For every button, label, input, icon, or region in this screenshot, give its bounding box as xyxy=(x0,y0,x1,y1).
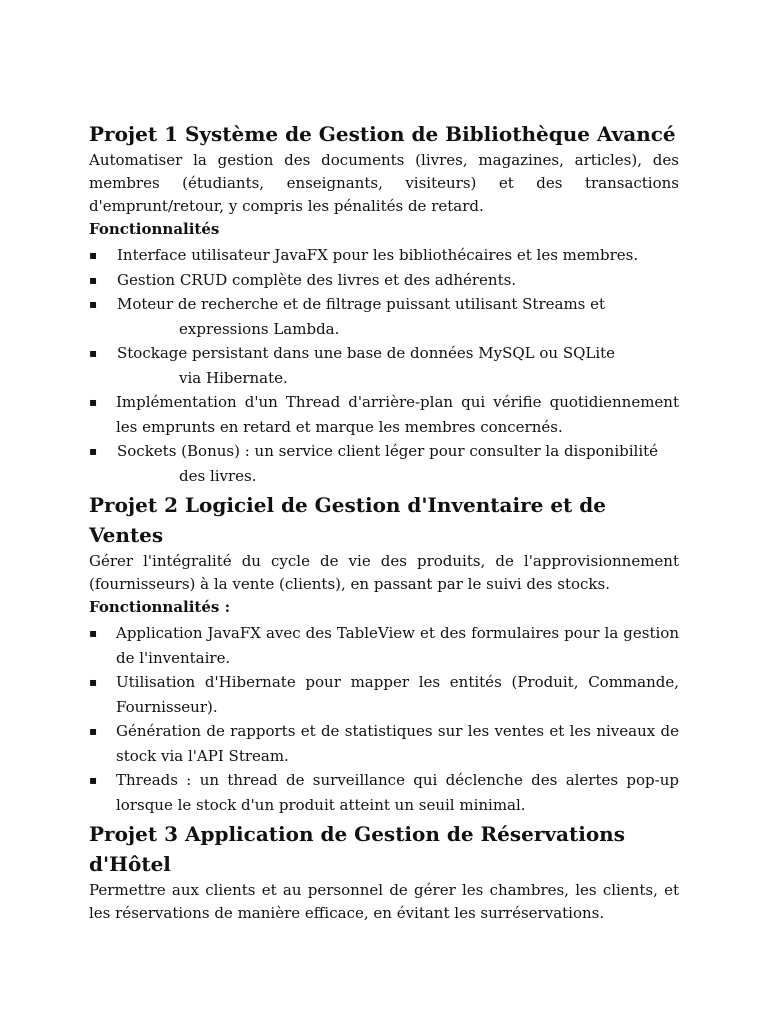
list-item: ▪ Sockets (Bonus) : un service client léger pour consulter la disponibilité des livres. xyxy=(89,439,679,488)
bullet-icon: ▪ xyxy=(89,626,98,640)
bullet-icon: ▪ xyxy=(89,297,98,311)
bullet-icon: ▪ xyxy=(89,346,98,360)
project-2-title: Projet 2 Logiciel de Gestion d'Inventaire et de Ventes xyxy=(89,493,606,547)
document-page xyxy=(89,119,679,925)
list-item: ▪ Gestion CRUD complète des livres et des adhérents. xyxy=(89,268,679,293)
list-item: ▪ Génération de rapports et de statistiques sur les ventes et les niveaux de stock via l'API Stream. xyxy=(89,719,679,768)
bullet-icon: ▪ xyxy=(89,272,98,287)
bullet-icon: ▪ xyxy=(89,675,98,689)
list-item: ▪ Threads : un thread de surveillance qui déclenche des alertes pop-up lorsque le stock d'un produit atteint un seuil minimal. xyxy=(89,768,679,817)
project-3-intro: Permettre aux clients et au personnel de gérer les chambres, les clients, et les réservations de manière efficace, en évitant les surréservations. xyxy=(89,881,679,922)
project-1-section xyxy=(89,119,679,488)
project-2-section xyxy=(89,490,679,817)
project-1-features-heading: Fonctionnalités xyxy=(89,220,220,238)
project-1-features-list xyxy=(89,243,679,488)
project-3-section xyxy=(89,819,679,925)
project-2-intro: Gérer l'intégralité du cycle de vie des produits, de l'approvisionnement (fournisseurs) à la vente (clients), en passant par le suivi des stocks. xyxy=(89,552,679,593)
project-1-intro: Automatiser la gestion des documents (livres, magazines, articles), des membres (étudiants, enseignants, visiteurs) et des transactions d'emprunt/retour, y compris les pénalités de retard. xyxy=(89,151,679,215)
list-item: ▪ Stockage persistant dans une base de données MySQL ou SQLite via Hibernate. xyxy=(89,341,679,390)
list-item: ▪ Utilisation d'Hibernate pour mapper les entités (Produit, Commande, Fournisseur). xyxy=(89,670,679,719)
bullet-icon: ▪ xyxy=(89,773,98,787)
list-item: ▪ Interface utilisateur JavaFX pour les bibliothécaires et les membres. xyxy=(89,243,679,268)
project-1-title: Projet 1 Système de Gestion de Bibliothèque Avancé xyxy=(89,122,676,146)
project-2-features-heading: Fonctionnalités : xyxy=(89,598,231,616)
list-item: ▪ Implémentation d'un Thread d'arrière-plan qui vérifie quotidiennement les emprunts en retard et marque les membres concernés. xyxy=(89,390,679,439)
list-item: ▪ Application JavaFX avec des TableView et des formulaires pour la gestion de l'inventaire. xyxy=(89,621,679,670)
bullet-icon: ▪ xyxy=(89,395,98,409)
bullet-icon: ▪ xyxy=(89,444,98,458)
project-3-title: Projet 3 Application de Gestion de Réservations d'Hôtel xyxy=(89,822,625,876)
project-2-features-list xyxy=(89,621,679,817)
bullet-icon: ▪ xyxy=(89,248,98,262)
list-item: ▪ Moteur de recherche et de filtrage puissant utilisant Streams et expressions Lambda. xyxy=(89,292,679,341)
bullet-icon: ▪ xyxy=(89,724,98,738)
